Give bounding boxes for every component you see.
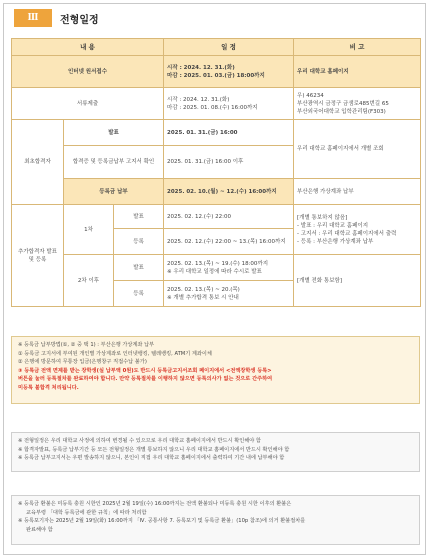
- round2-register-dates: [164, 281, 294, 307]
- round2-announce-dates: [164, 255, 294, 281]
- schedule-notice-3: ※ 등록금 납부고지서는 우편 발송하지 않으니, 본인이 직접 우리 대학교 홈페이지에서 출력하여 기간 내에 납부해야 함: [18, 455, 285, 462]
- schedule-notice-2: ※ 합격자발표, 등록금 납부기간 등 모든 전형일정은 개별 통보하지 않으니 우리 대학교 홈페이지에서 반드시 확인해야 함: [18, 446, 290, 453]
- schedule-notice-box: [11, 432, 420, 472]
- round2-note: [개별 전화 통보함]: [294, 255, 421, 307]
- final-admit-group: 최초합격자: [12, 120, 64, 205]
- street-address: 부산광역시 금정구 금샘로485번길 65: [297, 100, 389, 107]
- round2-register-period: 2025. 02. 13.(목) ~ 20.(목): [167, 286, 240, 293]
- postal-code: 우) 46234: [297, 92, 324, 99]
- documents-dates: [164, 88, 294, 120]
- round1-announce-date: 2025. 02. 12.(수) 22:00: [164, 205, 294, 229]
- round1-register-label: 등록: [114, 229, 164, 255]
- round2-announce-label: 발표: [114, 255, 164, 281]
- round1-note-title: [개별 통보하지 않음]: [297, 214, 348, 221]
- final-confirm-label: 합격증 및 등록금납부 고지서 확인: [64, 146, 164, 179]
- online-note: 우리 대학교 홈페이지: [294, 56, 421, 88]
- refund-notice-2-cont: 완료해야 함: [26, 526, 53, 533]
- payment-option-2: ② 은행에 방문하여 무통장 입금(은행창구 직접수납 불가): [18, 359, 147, 366]
- round1-register-date: 2025. 02. 12.(수) 22:00 ~ 13.(목) 16:00까지: [164, 229, 294, 255]
- payment-option-1: ① 등록금 고지서에 부여된 개인별 가상계좌로 인터넷뱅킹, 텔레뱅킹, ATM기 계좌이체: [18, 350, 212, 357]
- header-content: 내 용: [12, 39, 164, 56]
- refund-notice-2: ※ 등록포기자는 2025년 2월 19일(화) 16:00까지 「Ⅳ. 공통사항 7. 등록포기 및 등록금 환불」(10p 참조)에 의거 환불절차를: [18, 518, 306, 525]
- schedule-table: [11, 38, 421, 307]
- round1-announce-label: 발표: [114, 205, 164, 229]
- table-row-online: [12, 56, 421, 88]
- section-number-badge: Ⅲ: [14, 9, 52, 27]
- round2-announce-note: ※ 우리 대학교 일정에 따라 수시로 발표: [167, 268, 262, 275]
- table-row-add2-announce: [12, 255, 421, 281]
- final-announce-label: 발표: [64, 120, 164, 146]
- office-name: 부산외국어대학교 입학관리팀(F303): [297, 108, 386, 115]
- round2-register-note: ※ 개별 추가합격 통보 시 안내: [167, 294, 239, 301]
- table-row-docs: [12, 88, 421, 120]
- round2-announce-period: 2025. 02. 13.(목) ~ 19.(수) 18:00까지: [167, 260, 269, 267]
- documents-label: 서류제출: [12, 88, 164, 120]
- online-application-dates: [164, 56, 294, 88]
- final-pay-date: 2025. 02. 10.(월) ~ 12.(수) 16:00까지: [164, 179, 294, 205]
- final-pay-label: 등록금 납부: [64, 179, 164, 205]
- online-start: 시작 : 2024. 12. 31.(화): [167, 64, 235, 71]
- table-row-final-pay: [12, 179, 421, 205]
- round1-notes: [294, 205, 421, 255]
- round2-label: 2차 이후: [64, 255, 114, 307]
- documents-end: 마감 : 2025. 01. 08.(수) 16:00까지: [167, 104, 258, 111]
- refund-notice-box: [11, 495, 420, 545]
- section-title: 전형일정: [60, 14, 99, 26]
- header-schedule: 일 정: [164, 39, 294, 56]
- round2-register-label: 등록: [114, 281, 164, 307]
- round1-note-announce: - 발표 : 우리 대학교 홈페이지: [297, 222, 369, 229]
- payment-notice-box: [11, 336, 420, 404]
- payment-warning-end: 미등록 불합격 처리됩니다.: [18, 384, 79, 391]
- table-row-final-announce: [12, 120, 421, 146]
- payment-method-line: ※ 등록금 납부방법(①, ② 중 택 1) : 부산은행 가상계좌 납부: [18, 342, 155, 348]
- round1-label: 1차: [64, 205, 114, 255]
- final-lookup-note: 우리 대학교 홈페이지에서 개별 조회: [294, 120, 421, 179]
- online-application-label: 인터넷 원서접수: [12, 56, 164, 88]
- documents-start: 시작 : 2024. 12. 31.(화): [167, 96, 230, 103]
- schedule-notice-1: ※ 전형일정은 우리 대학교 사정에 의하여 변경될 수 있으므로 우리 대학교 홈페이지에서 반드시 확인해야 함: [18, 438, 261, 444]
- table-header-row: [12, 39, 421, 56]
- round1-note-bill: - 고지서 : 우리 대학교 홈페이지에서 출력: [297, 230, 397, 237]
- header-remarks: 비 고: [294, 39, 421, 56]
- round1-note-register: - 등록 : 부산은행 가상계좌 납부: [297, 238, 374, 245]
- payment-option-3: ③ 등록금 전액 면제를 받는 장학생(실 납부액 0원)도 반드시 등록금고지서조회 페이지에서 <전액장학생 등록>: [18, 367, 272, 374]
- documents-address: [294, 88, 421, 120]
- table-row-add1-announce: [12, 205, 421, 229]
- payment-warning-line: 버튼을 눌러 등록절차를 완료하여야 합니다. 만약 등록절차를 이행하지 않으면 등록의사가 없는 것으로 간주하여: [18, 376, 273, 383]
- final-confirm-date: 2025. 01. 31.(금) 16:00 이후: [164, 146, 294, 179]
- section-header: [14, 9, 99, 27]
- refund-notice-1-cont: 교육부령 「대학 등록금에 관한 규칙」에 따라 처리함: [26, 509, 147, 516]
- final-pay-note: 부산은행 가상계좌 납부: [294, 179, 421, 205]
- online-end: 마감 : 2025. 01. 03.(금) 18:00까지: [167, 72, 265, 79]
- additional-admit-group: 추가합격자 발표 및 등록: [12, 205, 64, 307]
- refund-notice-1: ※ 등록금 환불은 미등록 충원 시한인 2025년 2월 19일(수) 16:00까지는 전액 환불되나 미등록 충원 시한 이후의 환불은: [18, 501, 292, 507]
- final-announce-date: 2025. 01. 31.(금) 16:00: [164, 120, 294, 146]
